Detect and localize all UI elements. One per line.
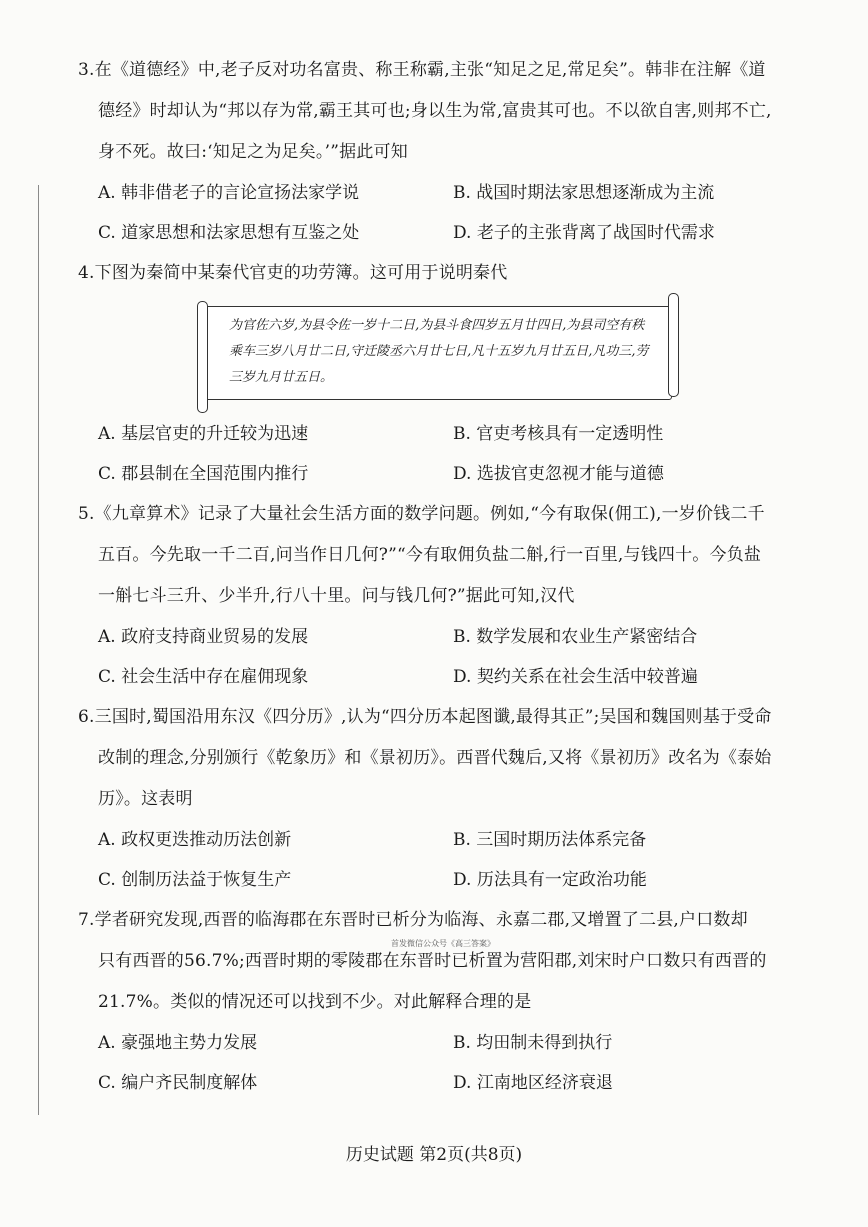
option-b[interactable]: B. 战国时期法家思想逐渐成为主流 xyxy=(453,183,715,203)
option-b[interactable]: B. 官吏考核具有一定透明性 xyxy=(453,424,664,444)
option-a[interactable]: A. 基层官吏的升迁较为迅速 xyxy=(98,424,309,444)
question-stem: 4.下图为秦简中某秦代官吏的功劳簿。这可用于说明秦代 xyxy=(78,263,508,283)
option-a[interactable]: A. 政府支持商业贸易的发展 xyxy=(98,627,309,647)
question-stem: 5.《九章算术》记录了大量社会生活方面的数学问题。例如,“今有取保(佣工),一岁价钱二千五百。今先取一千二百,问当作日几何?”“今有取佣负盐二斛,行一百里,与钱四十。今负盐一斛七斗三升、少半升,行八十里。问与钱几何?”据此可知,汉代 xyxy=(78,504,765,606)
binding-margin-line xyxy=(38,185,39,1115)
watermark-text: 首发微信公众号《高三答案》 xyxy=(391,939,495,948)
option-c[interactable]: C. 编户齐民制度解体 xyxy=(98,1073,258,1093)
options xyxy=(78,173,778,253)
scroll-text: 为官佐六岁,为县令佐一岁十二日,为县斗食四岁五月廿四日,为县司空有秩乘车三岁八月廿二日,守迁陵丞六月廿七日,凡十五岁九月廿五日,凡功三,劳三岁九月廿五日。 xyxy=(229,318,649,385)
options xyxy=(78,1023,778,1103)
question-stem: 6.三国时,蜀国沿用东汉《四分历》,认为“四分历本起图谶,最得其正”;吴国和魏国则基于受命改制的理念,分别颁行《乾象历》和《景初历》。西晋代魏后,又将《景初历》改名为《泰始历》。这表明 xyxy=(78,707,772,809)
option-c[interactable]: C. 创制历法益于恢复生产 xyxy=(98,870,292,890)
scroll-image xyxy=(204,306,672,400)
question-5 xyxy=(78,494,778,697)
option-a[interactable]: A. 韩非借老子的言论宣扬法家学说 xyxy=(98,183,360,203)
option-c[interactable]: C. 道家思想和法家思想有互鉴之处 xyxy=(98,223,360,243)
option-c[interactable]: C. 郡县制在全国范围内推行 xyxy=(98,464,309,484)
page-footer: 历史试题 第2页(共8页) xyxy=(345,1145,523,1165)
option-b[interactable]: B. 均田制未得到执行 xyxy=(453,1033,613,1053)
option-d[interactable]: D. 契约关系在社会生活中较普遍 xyxy=(453,667,698,687)
question-stem-part-1: 7.学者研究发现,西晋的临海郡在东晋时已析分为临海、永嘉二郡,又增置了二县,户口数却 xyxy=(78,910,748,930)
options xyxy=(78,414,778,494)
option-a[interactable]: A. 政权更迭推动历法创新 xyxy=(98,830,292,850)
option-a[interactable]: A. 豪强地主势力发展 xyxy=(98,1033,258,1053)
question-stem-part-2: 只有西晋的56.7%;西晋时期的零陵郡在东晋时已析置为营阳郡,刘宋时户口数只有西晋的21.7%。类似的情况还可以找到不少。对此解释合理的是 xyxy=(98,951,767,1012)
question-6 xyxy=(78,697,778,900)
option-b[interactable]: B. 数学发展和农业生产紧密结合 xyxy=(453,627,698,647)
options xyxy=(78,820,778,900)
option-b[interactable]: B. 三国时期历法体系完备 xyxy=(453,830,647,850)
option-c[interactable]: C. 社会生活中存在雇佣现象 xyxy=(98,667,309,687)
question-stem: 3.在《道德经》中,老子反对功名富贵、称王称霸,主张“知足之足,常足矣”。韩非在注解《道德经》时却认为“邦以存为常,霸王其可也;身以生为常,富贵其可也。不以欲自害,则邦不亡,身不死。故曰:‘知足之为足矣。’”据此可知 xyxy=(78,60,772,162)
question-7 xyxy=(78,900,778,1103)
option-d[interactable]: D. 江南地区经济衰退 xyxy=(453,1073,613,1093)
option-d[interactable]: D. 老子的主张背离了战国时代需求 xyxy=(453,223,715,243)
option-d[interactable]: D. 历法具有一定政治功能 xyxy=(453,870,647,890)
question-4 xyxy=(78,253,778,494)
bamboo-slip-figure xyxy=(78,294,778,414)
question-3 xyxy=(78,50,778,253)
option-d[interactable]: D. 选拔官吏忽视才能与道德 xyxy=(453,464,664,484)
exam-page xyxy=(78,50,778,1103)
options xyxy=(78,617,778,697)
